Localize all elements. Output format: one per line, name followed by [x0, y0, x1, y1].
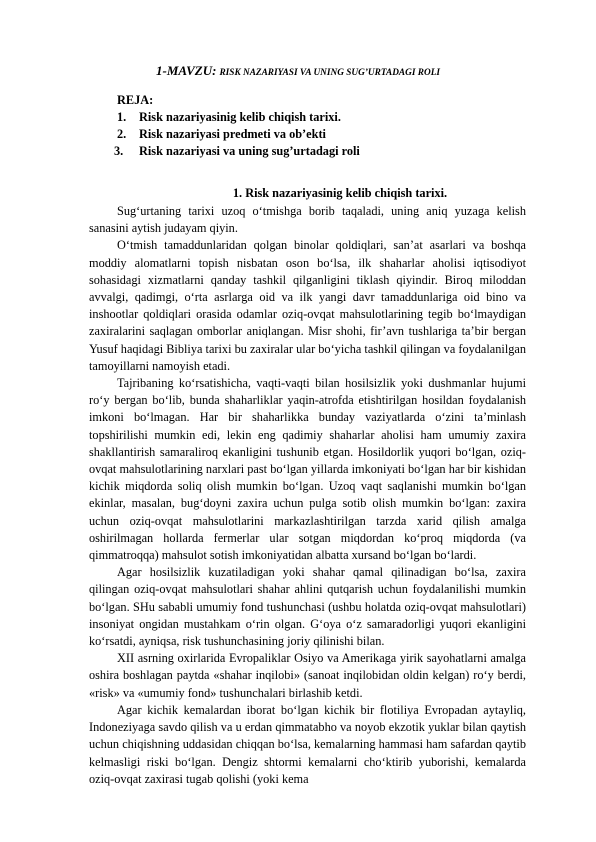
plan-item-text: Risk nazariyasi va uning sug’urtadagi roli: [139, 144, 360, 158]
body-text: [89, 203, 526, 788]
title-prefix: 1-MAVZU:: [156, 63, 217, 78]
section-number: 1.: [232, 186, 243, 200]
paragraph: Sug‘urtaning tarixi uzoq o‘tmishga borib taqaladi, uning aniq yuzaga kelish sanasini aytish judayam qiyin.: [89, 204, 526, 236]
plan-heading: REJA:: [117, 93, 154, 107]
paragraph: XII asrning oxirlarida Evropaliklar Osiyo va Amerikaga yirik sayohatlarni amalga oshira boshlagan paytda «shahar inqilobi» (sanoat inqilobidan oldin kelgan) ro‘y berdi, «risk» va «umumiy fond» tushunchalari birlashib ketdi.: [89, 651, 526, 700]
paragraph: Agar kichik kemalardan iborat bo‘lgan kichik bir flotiliya Evropadan aytayliq, Indoneziyaga savdo qilish va u erdan qimmatabho va noyob ekzotik yuklar bilan qaytish uchun chiqishning uddasidan chiqqan bo‘lsa, kemalarning hammasi ham safardan qaytib kelmasligi riski bo‘lgan. Dengiz shtormi kemalarni cho‘ktirib yuborishi, kemalarda oziq-ovqat zaxirasi tugab qolishi (yoki kema: [89, 702, 526, 786]
title-topic: RISK NAZARIYASI VA UNING SUG’URTADAGI ROLI: [219, 68, 440, 78]
section-title: Risk nazariyasinig kelib chiqish tarixi.: [245, 186, 448, 200]
document-title: [0, 63, 596, 79]
section-heading: [0, 186, 596, 201]
plan-item-text: Risk nazariyasi predmeti va ob’ekti: [139, 127, 326, 141]
paragraph: Agar hosilsizlik kuzatiladigan yoki shahar qamal qilinadigan bo‘lsa, zaxira qilingan oziq-ovqat mahsulotlari shahar ahlini qutqarish uchun foydalanilishi mumkin bo‘lgan. SHu sababli umumiy fond tushunchasi (ushbu holatda oziq-ovqat mahsulotlari) insoniyat ongidan mustahkam o‘rin olgan. G‘oya o‘z samaradorligi yuqori ekanligini ko‘rsatdi, ayniqsa, risk tushunchasining joriy qilinishi bilan.: [89, 565, 526, 649]
plan-item-number: 1.: [117, 110, 127, 124]
paragraph: Tajribaning ko‘rsatishicha, vaqti-vaqti bilan hosilsizlik yoki dushmanlar hujumi ro‘y bergan bo‘lib, bunda shaharliklar yaqin-atrofda etishtirilgan hosildan foydalanish imkoni bo‘lmagan. Har bir shaharlikka bunday vaziyatlarda o‘zini ta’minlash topshirilishi mumkin edi, lekin eng qadimiy shaharlar aholisi ham umumiy zaxira shakllantirish samaraliroq ekanligini tushunib etgan. Hosildorlik yuqori bo‘lgan, oziq-ovqat mahsulotlarining narxlari past bo‘lgan yillarda imkoniyati bo‘lgan har bir kishidan kichik miqdorda soliq olish mumkin bo‘lgan. Uzoq vaqt saqlanishi mumkin bo‘lgan ekinlar, masalan, bug‘doyni zaxira uchun pulga sotib olish mumkin bo‘lgan: zaxira uchun oziq-ovqat mahsulotlarini markazlashtirilgan tarzda xarid qilish amalga oshirilmagan hollarda fermerlar ular sotgan miqdordan ko‘proq miqdorda (va qimmatroqqa) mahsulot sotish imkoniyatidan albatta xursand bo‘lgan bo‘lardi.: [89, 376, 526, 563]
plan-item-text: Risk nazariyasinig kelib chiqish tarixi.: [139, 110, 341, 124]
plan-item-number: 3.: [114, 144, 124, 158]
plan-item-number: 2.: [117, 127, 127, 141]
paragraph: O‘tmish tamaddunlaridan qolgan binolar qoldiqlari, san’at asarlari va boshqa moddiy alomatlarni topish nisbatan oson bo‘lsa, ilk shaharlar aholisi iqtisodiyot sohasidagi xizmatlarni qanday tashkil qilganligini tiklash qiyindir. Biroq miloddan avvalgi, qadimgi, o‘rta asrlarga oid va ilk yangi davr tamaddunlariga oid bino va inshootlar qoldiqlari orasida odamlar oziq-ovqat mahsulotlarining tegib bo‘lmaydigan zaxiralarini saqlagan omborlar aniqlangan. Misr shohi, fir’avn tushlariga ta’bir bergan Yusuf haqidagi Bibliya tarixi bu zaxiralar ular bo‘yicha tashkil qilingan va foydalanilgan tamoyillarni namoyish etadi.: [89, 238, 526, 373]
